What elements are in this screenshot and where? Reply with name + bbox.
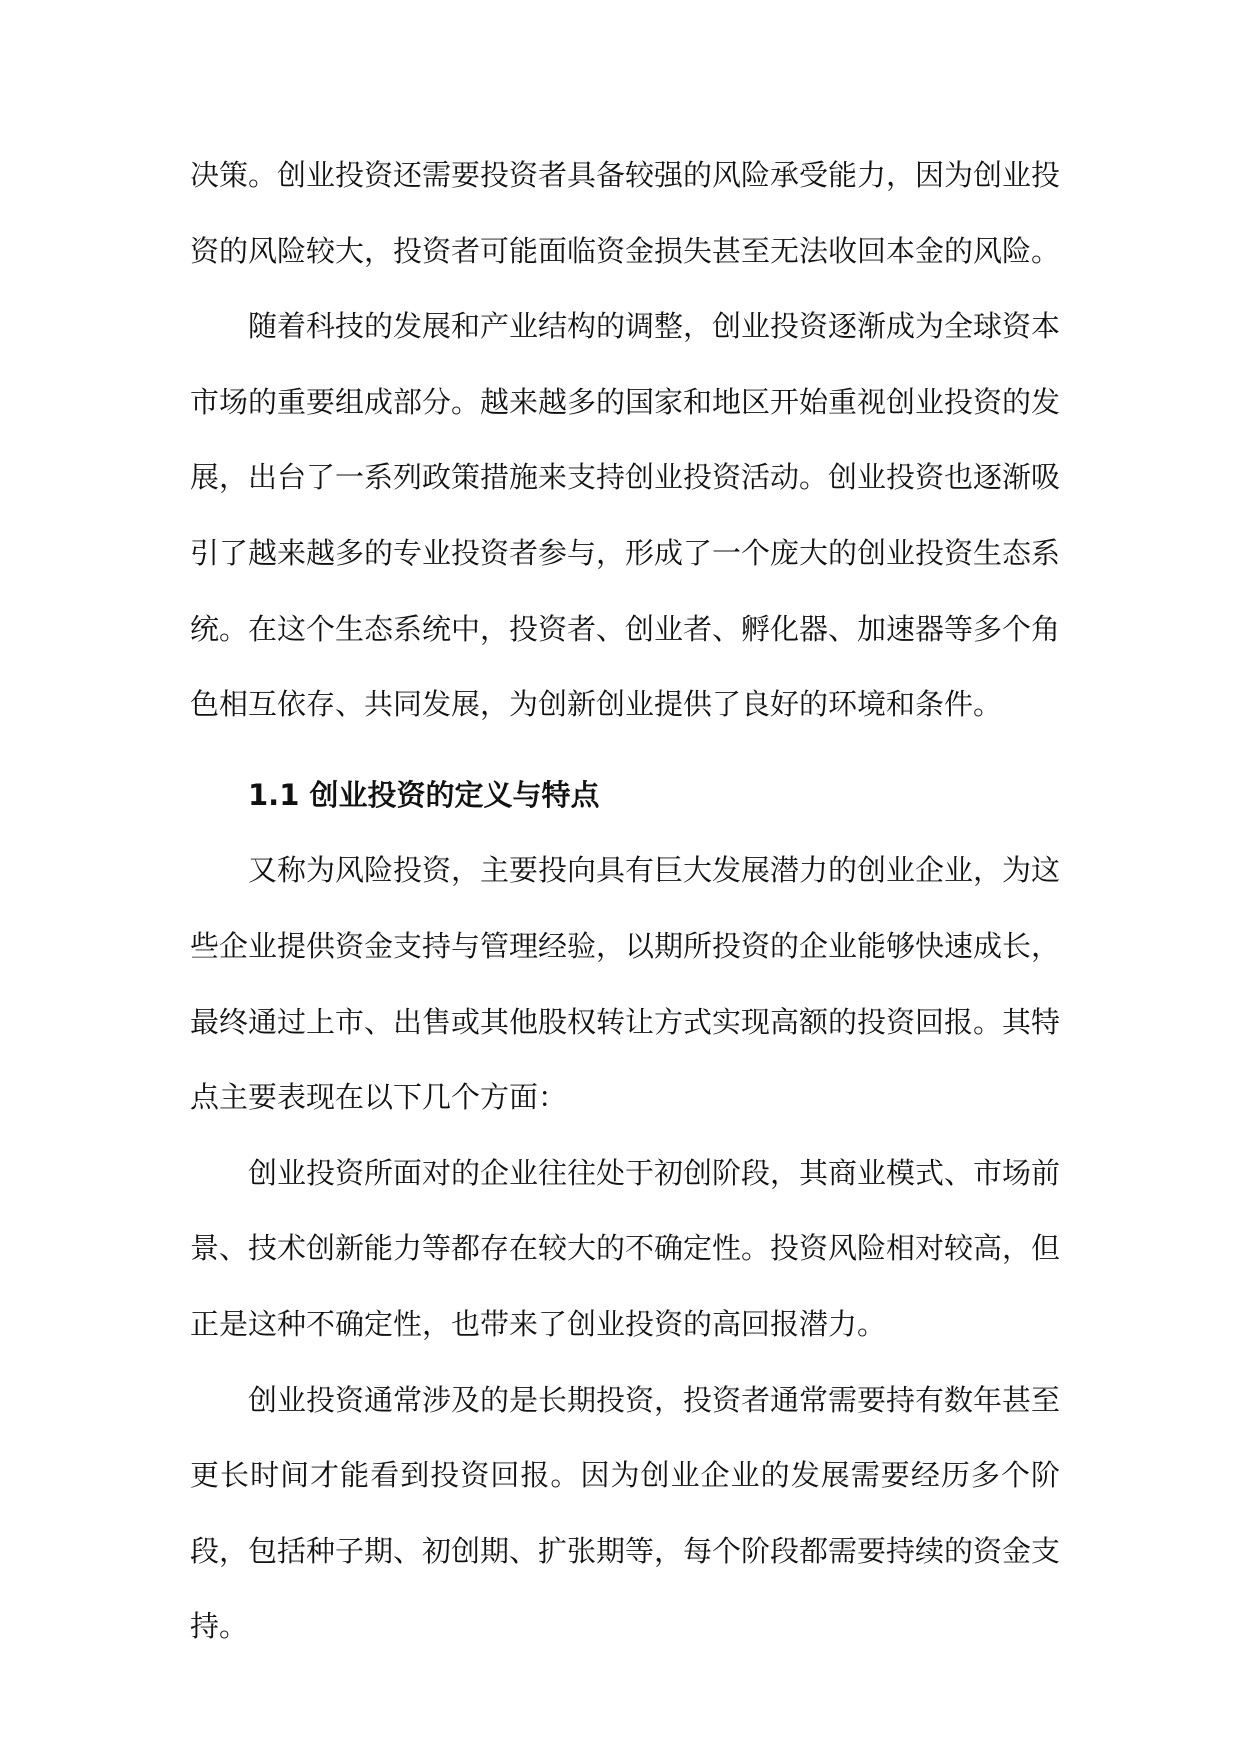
body-text xyxy=(190,138,1060,1665)
section-heading: 1.1 创业投资的定义与特点 xyxy=(248,777,600,812)
paragraph: 创业投资通常涉及的是长期投资，投资者通常需要持有数年甚至更长时间才能看到投资回报。因为创业企业的发展需要经历多个阶段，包括种子期、初创期、扩张期等，每个阶段都需要持续的资金支持。 xyxy=(190,1382,1061,1644)
paragraph: 随着科技的发展和产业结构的调整，创业投资逐渐成为全球资本市场的重要组成部分。越来越多的国家和地区开始重视创业投资的发展，出台了一系列政策措施来支持创业投资活动。创业投资也逐渐吸引了越来越多的专业投资者参与，形成了一个庞大的创业投资生态系统。在这个生态系统中，投资者、创业者、孵化器、加速器等多个角色相互依存、共同发展，为创新创业提供了良好的环境和条件。 xyxy=(190,309,1061,722)
paragraph: 创业投资所面对的企业往往处于初创阶段，其商业模式、市场前景、技术创新能力等都存在较大的不确定性。投资风险相对较高，但正是这种不确定性，也带来了创业投资的高回报潜力。 xyxy=(190,1155,1061,1341)
paragraph: 又称为风险投资，主要投向具有巨大发展潜力的创业企业，为这些企业提供资金支持与管理经验，以期所投资的企业能够快速成长，最终通过上市、出售或其他股权转让方式实现高额的投资回报。其特点主要表现在以下几个方面： xyxy=(190,853,1061,1115)
paragraph-continuation: 决策。创业投资还需要投资者具备较强的风险承受能力，因为创业投资的风险较大，投资者可能面临资金损失甚至无法收回本金的风险。 xyxy=(190,158,1061,268)
